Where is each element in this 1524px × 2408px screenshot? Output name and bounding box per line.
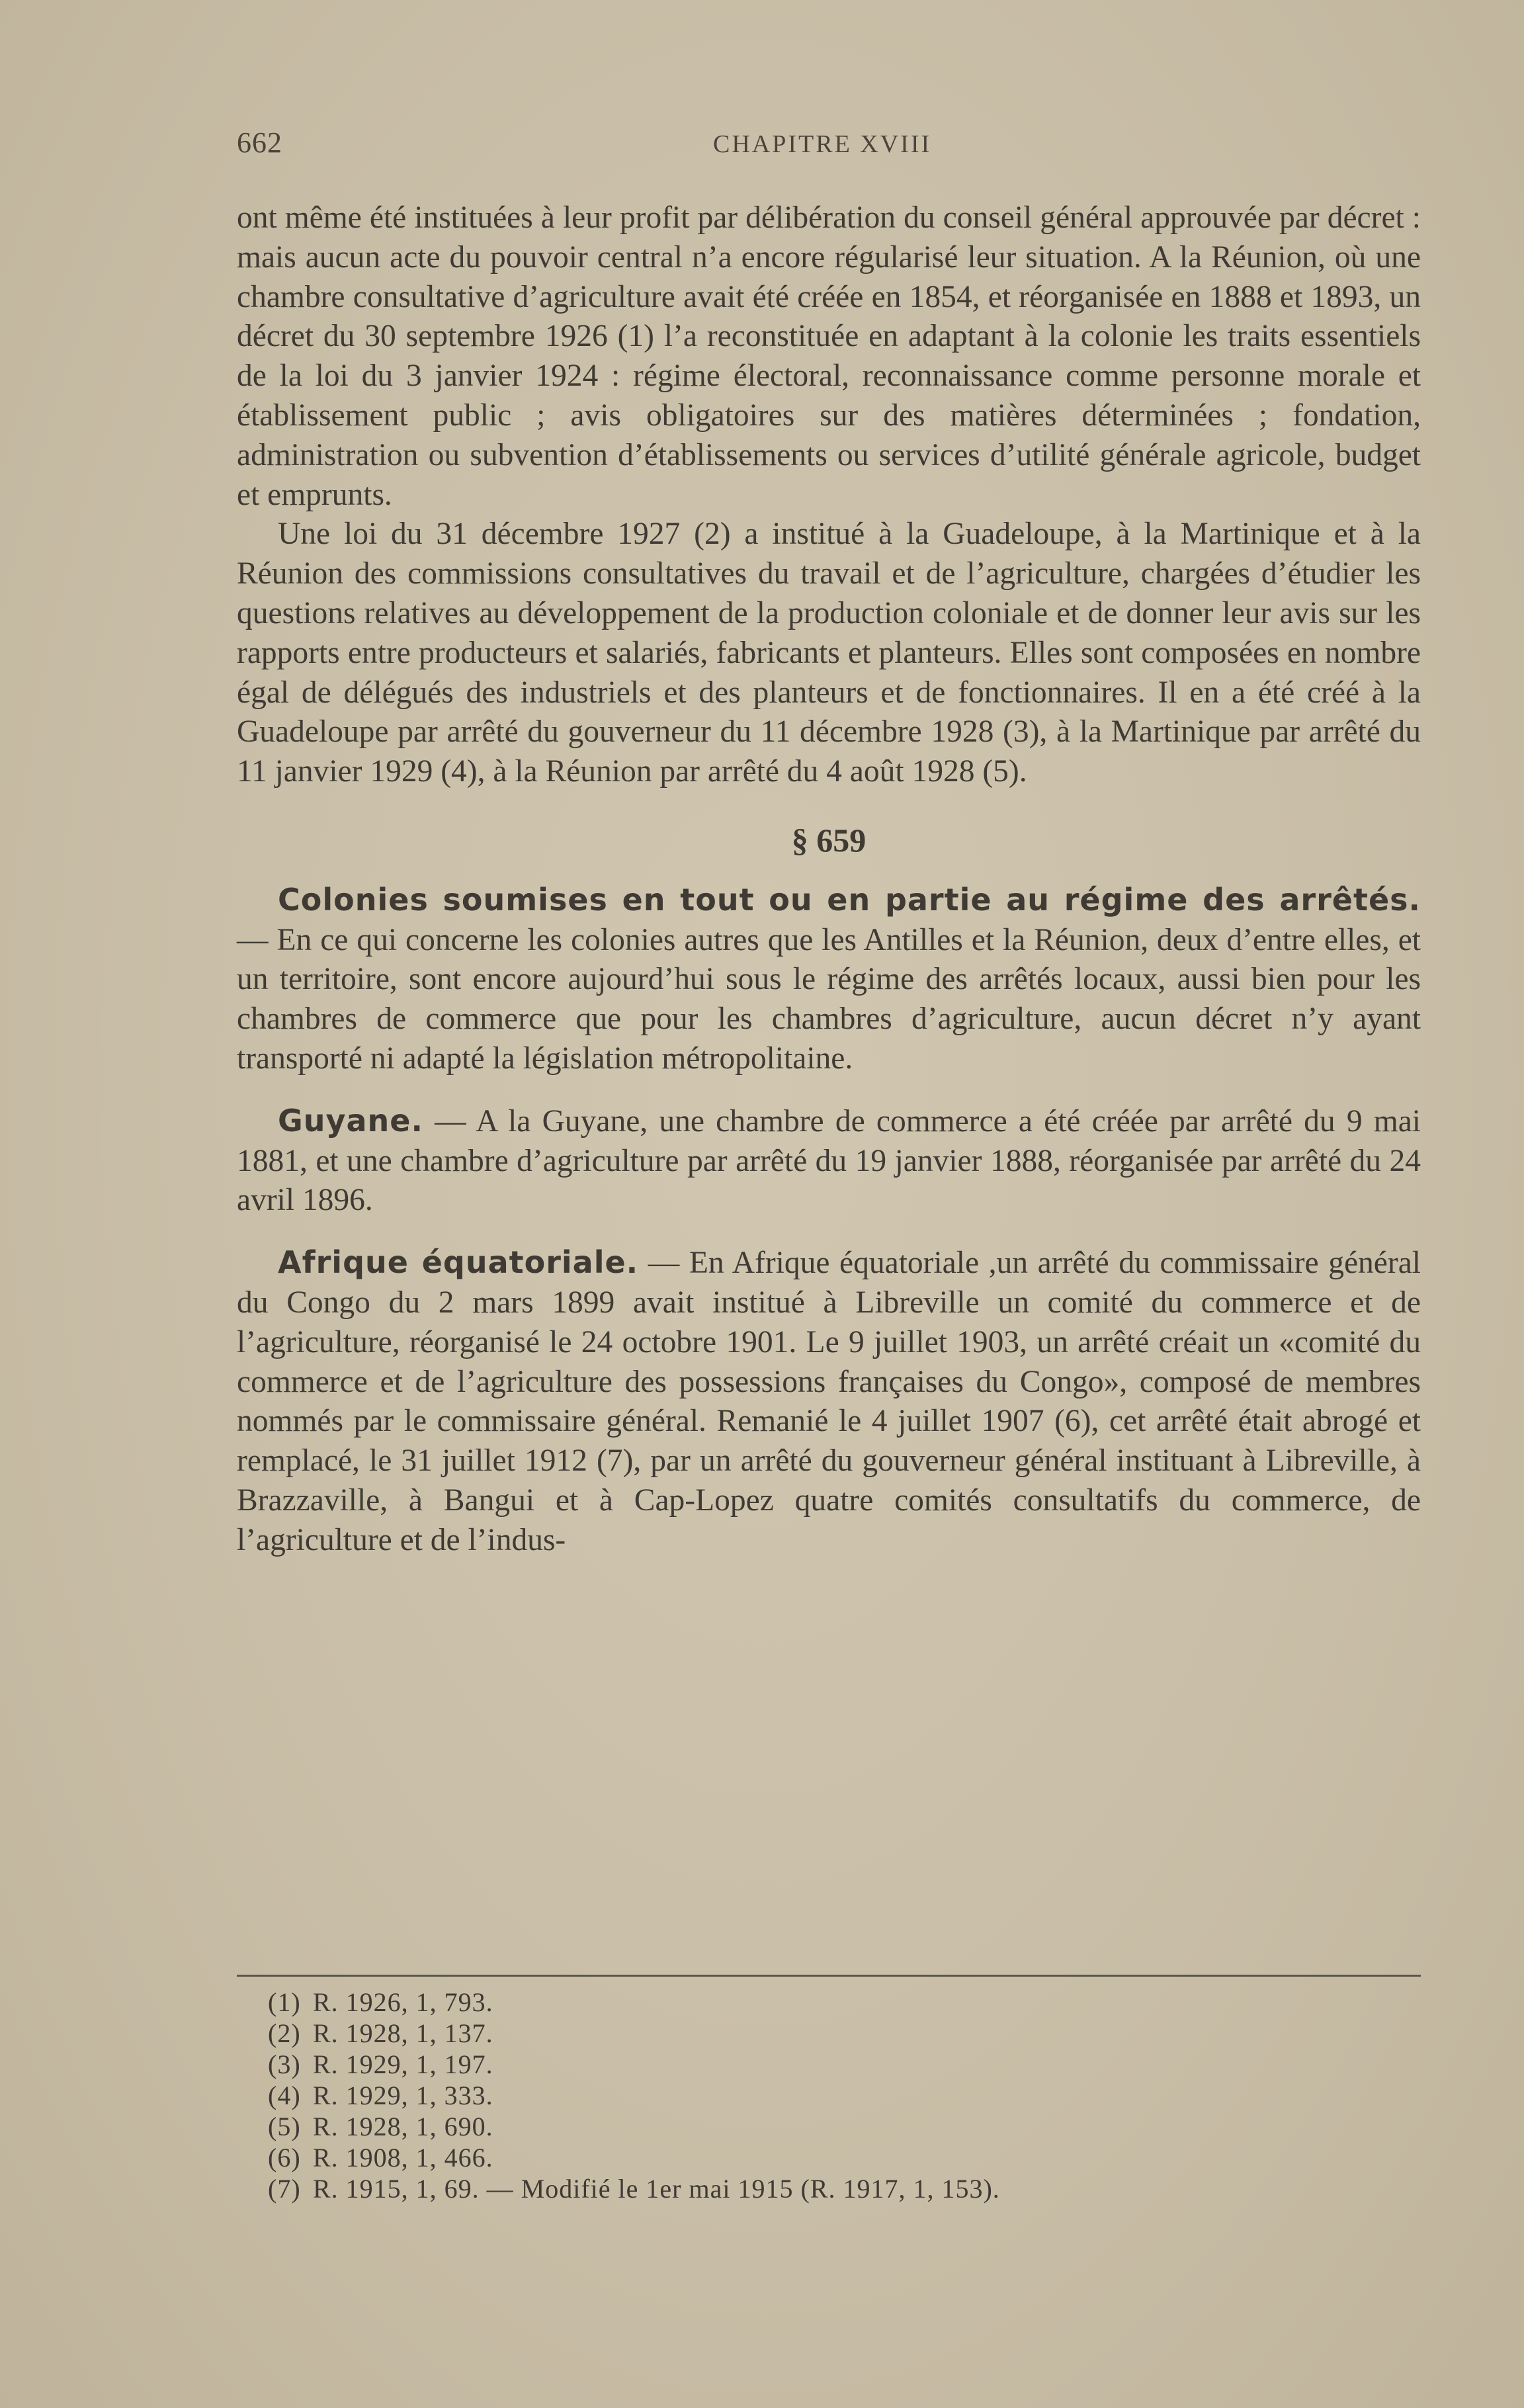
footnote	[268, 2080, 1000, 2111]
footnote-text: R. 1928, 1, 137.	[313, 2018, 493, 2048]
footnote-text: R. 1929, 1, 333.	[313, 2081, 493, 2110]
footnote	[268, 2173, 1000, 2204]
paragraph-colonies-arretes	[237, 881, 1421, 1079]
paragraph-guyane	[237, 1101, 1421, 1221]
footnote-text: R. 1928, 1, 690.	[313, 2112, 493, 2141]
paragraph-text-afrique: — En Afrique équatoriale ,un arrêté du commissaire général du Congo du 2 mars 1899 avait institué à Libreville un comité du commerce et de l’agriculture, réorganisé le 24 octobre 1901. Le 9 juillet 1903, un arrêté créait un «comité du commerce et de l’agriculture des possessions françaises du Congo», composé de membres nommés par le commissaire général. Remanié le 4 juillet 1907 (6), cet arrêté était abrogé et remplacé, le 31 juillet 1912 (7), par un arrêté du gouverneur général instituant à Libreville, à Brazzaville, à Bangui et à Cap-Lopez quatre comités consultatifs du commerce, de l’agriculture et de l’indus-	[237, 1246, 1421, 1557]
paragraph-heading-afrique: Afrique équatoriale.	[278, 1244, 639, 1281]
body-text	[237, 198, 1421, 1561]
paragraph-text-guyane: — A la Guyane, une chambre de commerce a été créée par arrêté du 9 mai 1881, et une chambre d’agriculture par arrêté du 19 janvier 1888, réorganisée par arrêté du 24 avril 1896.	[237, 1103, 1421, 1218]
paragraph-heading-colonies: Colonies soumises en tout ou en partie au régime des arrêtés.	[278, 881, 1421, 918]
footnote	[268, 2111, 1000, 2142]
footnote	[268, 1987, 1000, 2018]
section-number: § 659	[791, 821, 867, 859]
footnote-ref: (4)	[268, 2081, 301, 2110]
chapter-title: CHAPITRE XVIII	[713, 130, 932, 158]
footnote	[268, 2018, 1000, 2049]
footnote-ref: (2)	[268, 2018, 301, 2048]
paragraph-heading-guyane: Guyane.	[278, 1102, 423, 1139]
paragraph-commissions: Une loi du 31 décembre 1927 (2) a institué à la Guadeloupe, à la Martinique et à la Réunion des commissions consultatives du travail et de l’agriculture, chargées d’étudier les questions relatives au développement de la production coloniale et de donner leur avis sur les rapports entre producteurs et salariés, fabricants et planteurs. Elles sont composées en nombre égal de délégués des industriels et des planteurs et de fonctionnaires. Il en a été créé à la Guadeloupe par arrêté du gouverneur du 11 décembre 1928 (3), à la Martinique par arrêté du 11 janvier 1929 (4), à la Réunion par arrêté du 4 août 1928 (5).	[237, 517, 1421, 789]
footnote-divider	[237, 1975, 1421, 1977]
footnotes	[268, 1987, 1000, 2204]
footnote	[268, 2142, 1000, 2173]
footnote-ref: (6)	[268, 2143, 301, 2172]
page-number: 662	[237, 126, 282, 159]
footnote-text: R. 1926, 1, 793.	[313, 1987, 493, 2017]
paragraph-afrique-equatoriale	[237, 1243, 1421, 1560]
footnote-text: R. 1915, 1, 69. — Modifié le 1er mai 1915 (R. 1917, 1, 153).	[313, 2174, 1000, 2204]
footnote-ref: (5)	[268, 2112, 301, 2141]
footnote-ref: (1)	[268, 1987, 301, 2017]
footnote-text: R. 1908, 1, 466.	[313, 2143, 493, 2172]
footnote-ref: (7)	[268, 2174, 301, 2204]
footnote	[268, 2049, 1000, 2080]
footnote-ref: (3)	[268, 2049, 301, 2079]
footnote-text: R. 1929, 1, 197.	[313, 2049, 493, 2079]
paragraph-reunion-chamber: ont même été instituées à leur profit par délibération du conseil général approuvée par décret : mais aucun acte du pouvoir central n’a encore régularisé leur situation. A la Réunion, où une chambre consultative d’agriculture avait été créée en 1854, et réorganisée en 1888 et 1893, un décret du 30 septembre 1926 (1) l’a reconstituée en adaptant à la colonie les traits essentiels de la loi du 3 janvier 1924 : régime électoral, reconnaissance comme personne morale et établissement public ; avis obligatoires sur des matières déterminées ; fondation, administration ou subvention d’établissements ou services d’utilité générale agricole, budget et emprunts.	[237, 200, 1421, 512]
running-head	[237, 126, 1421, 165]
paragraph-text-colonies: — En ce qui concerne les colonies autres que les Antilles et la Réunion, deux d’entre elles, et un territoire, sont encore aujourd’hui sous le régime des arrêtés locaux, aussi bien pour les chambres de commerce que pour les chambres d’agriculture, aucun décret n’y ayant transporté ni adapté la législation métropolitaine.	[237, 922, 1421, 1076]
